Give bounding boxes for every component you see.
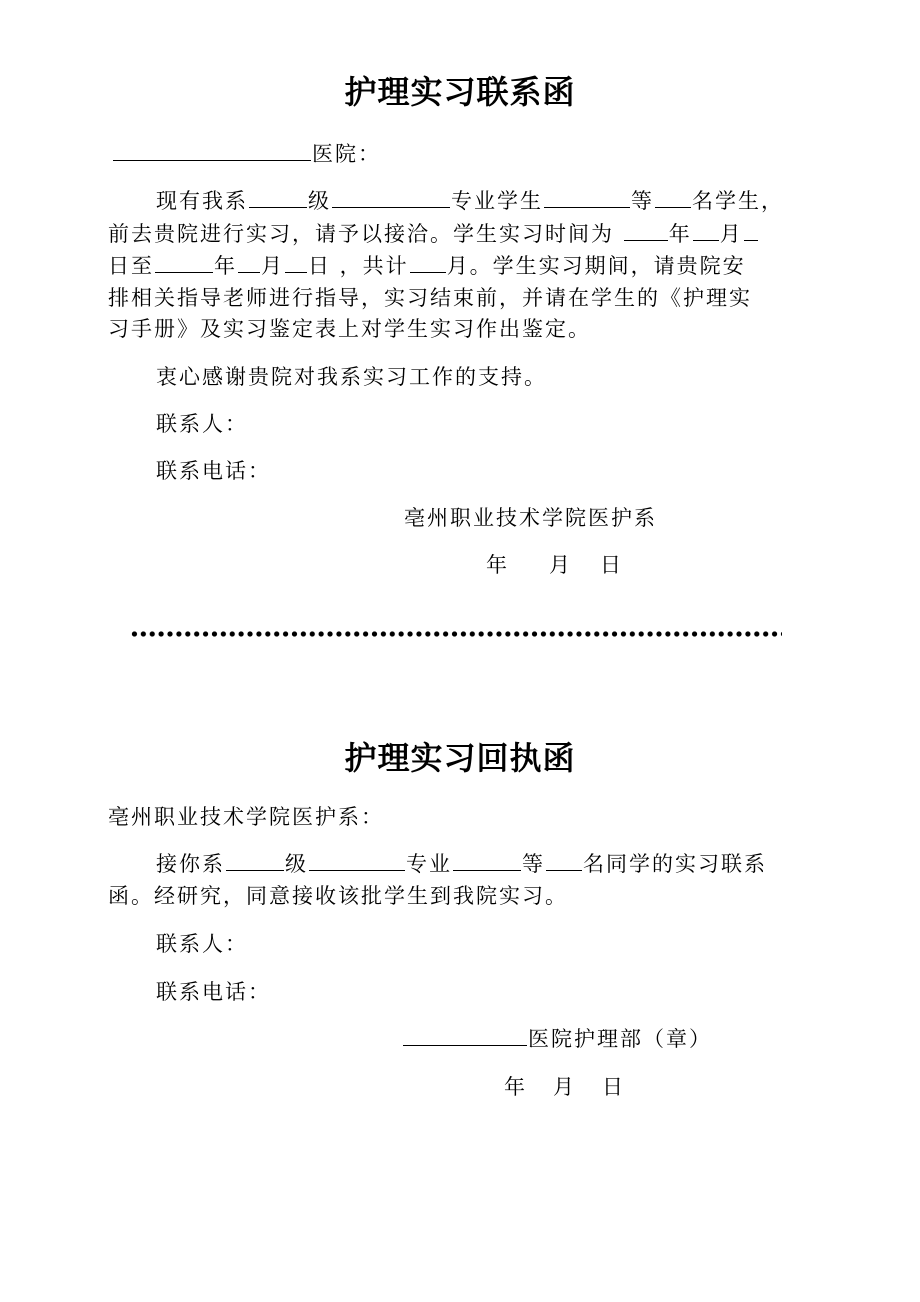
dotted-separator <box>130 630 782 638</box>
body-text: 月。学生实习期间，请贵院安 <box>446 254 746 278</box>
date-day: 日 <box>600 553 623 577</box>
body-text: 现有我系 <box>156 189 248 213</box>
start-month-blank[interactable] <box>693 218 719 241</box>
student-count-blank[interactable] <box>655 185 691 208</box>
letter-body-line-2 <box>108 218 759 250</box>
letter-body-line-3 <box>108 250 746 282</box>
letter-signature: 亳州职业技术学院医护系 <box>404 506 657 530</box>
letter-contact-label: 联系人： <box>156 412 248 436</box>
letter-phone-label: 联系电话： <box>156 459 271 483</box>
student-name-blank[interactable] <box>544 185 630 208</box>
body-text: 名同学的实习联系 <box>583 852 767 876</box>
date-month: 月 <box>553 1075 576 1099</box>
reply-addressee: 亳州职业技术学院医护系： <box>108 805 384 829</box>
reply-date <box>504 1071 625 1103</box>
body-text: 月 <box>261 254 284 278</box>
body-text: 年 <box>668 222 692 246</box>
grade-blank[interactable] <box>249 185 307 208</box>
reply-phone-label: 联系电话： <box>156 980 271 1004</box>
reply-hospital-blank[interactable] <box>403 1023 527 1046</box>
major-blank[interactable] <box>332 185 450 208</box>
letter-thanks: 衷心感谢贵院对我系实习工作的支持。 <box>156 365 547 389</box>
date-day: 日 <box>602 1075 625 1099</box>
body-text: 日至 <box>108 254 154 278</box>
addressee-suffix: 医院： <box>312 142 381 166</box>
reply-grade-blank[interactable] <box>226 848 284 871</box>
letter-body-line-4: 排相关指导老师进行指导，实习结束前，并请在学生的《护理实 <box>108 286 752 310</box>
body-text: 专业 <box>406 852 452 876</box>
body-text: 等 <box>522 852 545 876</box>
end-year-blank[interactable] <box>155 250 213 273</box>
end-month-blank[interactable] <box>238 250 260 273</box>
letter-addressee-line <box>112 138 381 170</box>
reply-signature-line <box>402 1023 712 1055</box>
body-text: 前去贵院进行实习，请予以接洽。学生实习时间为 <box>108 222 623 246</box>
hospital-name-blank[interactable] <box>113 138 311 161</box>
total-months-blank[interactable] <box>410 250 446 273</box>
reply-contact-label: 联系人： <box>156 932 248 956</box>
body-text: 年 <box>214 254 237 278</box>
body-text: 级 <box>285 852 308 876</box>
date-year: 年 <box>486 553 509 577</box>
body-text: 接你系 <box>156 852 225 876</box>
end-day-blank[interactable] <box>285 250 307 273</box>
start-day-blank[interactable] <box>744 218 758 241</box>
body-text: 等 <box>631 189 654 213</box>
reply-student-blank[interactable] <box>453 848 521 871</box>
letter-body-line-5: 习手册》及实习鉴定表上对学生实习作出鉴定。 <box>108 317 591 341</box>
reply-major-blank[interactable] <box>309 848 405 871</box>
letter-body-line-1 <box>156 185 784 217</box>
date-month: 月 <box>549 553 572 577</box>
body-text: 专业学生 <box>451 189 543 213</box>
letter-title: 护理实习联系函 <box>344 73 576 111</box>
body-text: 级 <box>308 189 331 213</box>
reply-count-blank[interactable] <box>546 848 582 871</box>
body-text: 日 ，共计 <box>308 254 409 278</box>
reply-title: 护理实习回执函 <box>344 739 576 777</box>
start-year-blank[interactable] <box>624 218 668 241</box>
date-year: 年 <box>504 1075 527 1099</box>
reply-signature: 医院护理部（章） <box>528 1027 712 1051</box>
reply-body-line-1 <box>156 848 767 880</box>
reply-body-line-2: 函。经研究，同意接收该批学生到我院实习。 <box>108 884 568 908</box>
body-text: 月 <box>719 222 743 246</box>
letter-date <box>486 549 623 581</box>
body-text: 名学生， <box>692 189 784 213</box>
